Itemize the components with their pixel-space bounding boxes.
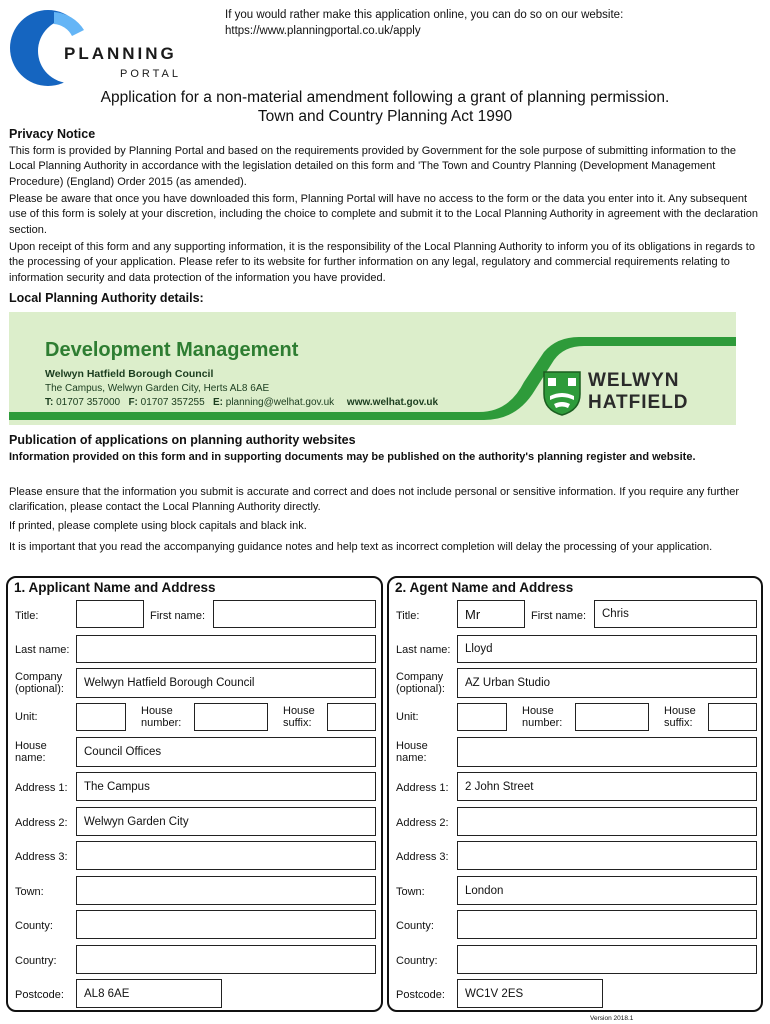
agent-house-name-label (396, 740, 428, 764)
applicant-postcode-label: Postcode: (15, 989, 64, 1001)
applicant-postcode-input[interactable]: AL8 6AE (76, 979, 222, 1008)
agent-first-name-label: First name: (531, 610, 587, 622)
tel-label: T: (45, 397, 54, 408)
privacy-paragraph-3: Upon receipt of this form and any supporting information, it is the responsibility of the Local Planning Authority to inform you of its obligations in regards to the processing of your application. Please refer to its website for further information on any legal, regulatory and commercial requirements relating to information security and data protection of the information you have provided. (9, 241, 755, 284)
logo-text-planning: PLANNING (64, 44, 177, 63)
agent-house-number-label (522, 705, 562, 729)
house-suffix-label-line2: suffix: (283, 717, 312, 729)
logo-text-portal: PORTAL (120, 68, 181, 80)
agent-house-name-input[interactable] (457, 737, 757, 767)
applicant-address3-label: Address 3: (15, 851, 68, 863)
agent-heading: 2. Agent Name and Address (395, 580, 574, 595)
applicant-house-suffix-input[interactable] (327, 703, 376, 731)
agent-address3-input[interactable] (457, 841, 757, 870)
agent-title-input[interactable]: Mr (457, 600, 525, 628)
agent-address3-label: Address 3: (396, 851, 449, 863)
form-title (0, 88, 770, 126)
agent-last-name-input[interactable]: Lloyd (457, 635, 757, 663)
development-management-title: Development Management (45, 339, 299, 361)
lpa-banner (9, 312, 736, 425)
applicant-house-suffix-label (283, 705, 315, 729)
applicant-country-label: Country: (15, 955, 57, 967)
publication-paragraph-1: Please ensure that the information you submit is accurate and correct and does not include personal or sensitive information. If you require any further clarification, please contact the Local Planning Authority directly. (9, 486, 740, 514)
applicant-last-name-label: Last name: (15, 644, 70, 656)
privacy-paragraph-1: This form is provided by Planning Portal and based on the requirements provided by Government for the sole purpose of submitting information to the Local Planning Authority in accordance with the legislation detailed on this form and 'The Town and Country Planning (Development Management Procedure) (England) Order 2015 (as amended). (9, 145, 737, 188)
agent-town-label: Town: (396, 886, 425, 898)
website-link[interactable]: www.welhat.gov.uk (346, 397, 439, 408)
agent-house-number-label-line2: number: (522, 717, 563, 729)
publication-bold-note: Information provided on this form and in supporting documents may be published on the authority's planning register and website. (9, 451, 696, 463)
applicant-town-label: Town: (15, 886, 44, 898)
applicant-house-number-input[interactable] (194, 703, 268, 731)
agent-house-suffix-input[interactable] (708, 703, 757, 731)
agent-house-name-label-line2: name: (396, 752, 427, 764)
online-apply-link[interactable]: https://www.planningportal.co.uk/apply (225, 25, 421, 37)
agent-company-input[interactable]: AZ Urban Studio (457, 668, 757, 698)
agent-panel (387, 576, 763, 1012)
house-suffix-label-line1: House (283, 705, 315, 717)
applicant-last-name-input[interactable] (76, 635, 376, 663)
fax-label: F: (128, 397, 138, 408)
agent-house-number-input[interactable] (575, 703, 649, 731)
applicant-company-input[interactable]: Welwyn Hatfield Borough Council (76, 668, 376, 698)
applicant-heading: 1. Applicant Name and Address (14, 580, 216, 595)
agent-house-suffix-label-line1: House (664, 705, 696, 717)
applicant-first-name-label: First name: (150, 610, 206, 622)
agent-house-number-label-line1: House (522, 705, 554, 717)
agent-postcode-label: Postcode: (396, 989, 445, 1001)
email-label: E: (212, 397, 223, 408)
company-label-line1: Company (15, 671, 63, 683)
applicant-town-input[interactable] (76, 876, 376, 905)
house-number-label-line2: number: (141, 717, 182, 729)
council-contacts (45, 397, 438, 408)
agent-address1-label: Address 1: (396, 782, 449, 794)
agent-company-label-line2: (optional): (396, 683, 445, 695)
house-name-label-line2: name: (15, 752, 46, 764)
welwyn-hatfield-wordmark (588, 370, 689, 414)
house-number-label-line1: House (141, 705, 173, 717)
agent-unit-label: Unit: (396, 711, 419, 723)
agent-house-suffix-label-line2: suffix: (664, 717, 693, 729)
applicant-county-input[interactable] (76, 910, 376, 939)
applicant-address1-label: Address 1: (15, 782, 68, 794)
privacy-heading: Privacy Notice (9, 127, 96, 141)
applicant-house-name-input[interactable]: Council Offices (76, 737, 376, 767)
agent-address2-label: Address 2: (396, 817, 449, 829)
agent-county-input[interactable] (457, 910, 757, 939)
applicant-title-label: Title: (15, 610, 39, 622)
applicant-house-number-label (141, 705, 181, 729)
agent-house-name-label-line1: House (396, 740, 428, 752)
planning-portal-logo (8, 8, 208, 88)
brand-line-2: HATFIELD (588, 392, 689, 413)
online-note-text: If you would rather make this application online, you can do so on our website: (225, 9, 624, 21)
applicant-title-input[interactable] (76, 600, 144, 628)
version-label: Version 2018.1 (590, 1015, 634, 1022)
publication-heading: Publication of applications on planning authority websites (9, 433, 356, 447)
agent-first-name-input[interactable]: Chris (594, 600, 757, 628)
applicant-address2-label: Address 2: (15, 817, 68, 829)
agent-town-input[interactable]: London (457, 876, 757, 905)
applicant-unit-input[interactable] (76, 703, 126, 731)
house-name-label-line1: House (15, 740, 47, 752)
online-application-note (225, 7, 623, 39)
agent-company-label-line1: Company (396, 671, 444, 683)
brand-line-1: WELWYN (588, 370, 680, 391)
agent-country-label: Country: (396, 955, 438, 967)
council-name: Welwyn Hatfield Borough Council (45, 368, 214, 380)
agent-company-label (396, 671, 445, 695)
lpa-heading: Local Planning Authority details: (9, 291, 204, 305)
agent-address2-input[interactable] (457, 807, 757, 836)
agent-county-label: County: (396, 920, 434, 932)
council-address: The Campus, Welwyn Garden City, Herts AL8 6AE (45, 383, 270, 394)
agent-house-suffix-label (664, 705, 696, 729)
form-title-line1: Application for a non-material amendment following a grant of planning permission. (100, 89, 670, 106)
applicant-county-label: County: (15, 920, 53, 932)
applicant-first-name-input[interactable] (213, 600, 376, 628)
publication-paragraph-2: If printed, please complete using block capitals and black ink. (9, 520, 307, 532)
email-address[interactable]: planning@welhat.gov.uk (225, 397, 335, 408)
privacy-paragraph-2: Please be aware that once you have downloaded this form, Planning Portal will have no access to the form or the data you enter into it. Any subsequent use of this form is solely at your discretion, including the choice to complete and submit it to the Local Planning Authority in agreement with the declaration section. (9, 193, 759, 236)
publication-paragraph-3: It is important that you read the accompanying guidance notes and help text as incorrect completion will delay the processing of your application. (9, 541, 713, 553)
fax-number: 01707 357255 (140, 397, 205, 408)
applicant-address2-input[interactable]: Welwyn Garden City (76, 807, 376, 836)
applicant-panel (6, 576, 383, 1012)
applicant-company-label (15, 671, 64, 695)
applicant-country-input[interactable] (76, 945, 376, 974)
company-label-line2: (optional): (15, 683, 64, 695)
agent-address1-input[interactable]: 2 John Street (457, 772, 757, 801)
form-title-line2: Town and Country Planning Act 1990 (257, 108, 513, 125)
applicant-address3-input[interactable] (76, 841, 376, 870)
agent-country-input[interactable] (457, 945, 757, 974)
applicant-house-name-label (15, 740, 47, 764)
agent-unit-input[interactable] (457, 703, 507, 731)
agent-postcode-input[interactable]: WC1V 2ES (457, 979, 603, 1008)
agent-last-name-label: Last name: (396, 644, 451, 656)
applicant-unit-label: Unit: (15, 711, 38, 723)
applicant-address1-input[interactable]: The Campus (76, 772, 376, 801)
agent-title-label: Title: (396, 610, 420, 622)
tel-number: 01707 357000 (56, 397, 121, 408)
welwyn-hatfield-shield-icon (542, 370, 582, 416)
